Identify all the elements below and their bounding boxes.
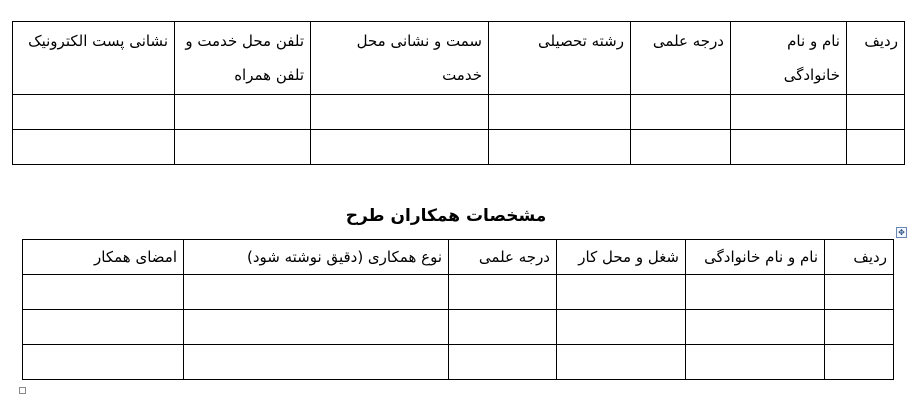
header-row-number: ردیف bbox=[825, 240, 894, 275]
header-position-address: سمت و نشانی محل خدمت bbox=[311, 22, 489, 95]
table-cell[interactable] bbox=[825, 310, 894, 345]
header-full-name: نام و نام خانوادگی bbox=[731, 22, 847, 95]
table-cell[interactable] bbox=[489, 95, 631, 130]
table-cell[interactable] bbox=[449, 310, 557, 345]
table-cell[interactable] bbox=[686, 275, 825, 310]
table-header-row bbox=[13, 22, 905, 95]
table-cell[interactable] bbox=[825, 275, 894, 310]
table-cell[interactable] bbox=[184, 345, 449, 380]
table-cell[interactable] bbox=[175, 130, 311, 165]
header-full-name: نام و نام خانوادگی bbox=[686, 240, 825, 275]
header-phones: تلفن محل خدمت و تلفن همراه bbox=[175, 22, 311, 95]
table-cell[interactable] bbox=[311, 95, 489, 130]
table-cell[interactable] bbox=[686, 310, 825, 345]
table-cell[interactable] bbox=[847, 130, 905, 165]
table-cell[interactable] bbox=[175, 95, 311, 130]
header-email: نشانی پست الکترونیک bbox=[13, 22, 175, 95]
table-row bbox=[23, 345, 894, 380]
move-icon[interactable]: ✥ bbox=[896, 227, 907, 238]
table-cell[interactable] bbox=[489, 130, 631, 165]
table-row bbox=[23, 310, 894, 345]
header-collaboration-type: نوع همکاری (دقیق نوشته شود) bbox=[184, 240, 449, 275]
table-cell[interactable] bbox=[686, 345, 825, 380]
table-row bbox=[23, 275, 894, 310]
section-title: مشخصات همکاران طرح bbox=[345, 206, 547, 226]
table-cell[interactable] bbox=[184, 310, 449, 345]
table-cell[interactable] bbox=[631, 95, 731, 130]
table-cell[interactable] bbox=[449, 275, 557, 310]
table-cell[interactable] bbox=[557, 310, 686, 345]
table-cell[interactable] bbox=[557, 275, 686, 310]
table-header-row bbox=[23, 240, 894, 275]
collaborators-table bbox=[22, 239, 894, 380]
table-cell[interactable] bbox=[825, 345, 894, 380]
table-cell[interactable] bbox=[311, 130, 489, 165]
table-cell[interactable] bbox=[13, 95, 175, 130]
table-cell[interactable] bbox=[13, 130, 175, 165]
table-cell[interactable] bbox=[449, 345, 557, 380]
researchers-table bbox=[12, 21, 905, 165]
table-cell[interactable] bbox=[557, 345, 686, 380]
header-job-workplace: شغل و محل کار bbox=[557, 240, 686, 275]
table-cell[interactable] bbox=[23, 345, 184, 380]
header-academic-rank: درجه علمی bbox=[631, 22, 731, 95]
resize-icon[interactable] bbox=[19, 387, 26, 394]
table-cell[interactable] bbox=[23, 275, 184, 310]
table-cell[interactable] bbox=[23, 310, 184, 345]
header-signature: امضای همکار bbox=[23, 240, 184, 275]
header-academic-rank: درجه علمی bbox=[449, 240, 557, 275]
table-cell[interactable] bbox=[184, 275, 449, 310]
header-field-of-study: رشته تحصیلی bbox=[489, 22, 631, 95]
table-row bbox=[13, 95, 905, 130]
table-cell[interactable] bbox=[631, 130, 731, 165]
table-cell[interactable] bbox=[731, 95, 847, 130]
header-row-number: ردیف bbox=[847, 22, 905, 95]
table-cell[interactable] bbox=[847, 95, 905, 130]
table-cell[interactable] bbox=[731, 130, 847, 165]
table-row bbox=[13, 130, 905, 165]
